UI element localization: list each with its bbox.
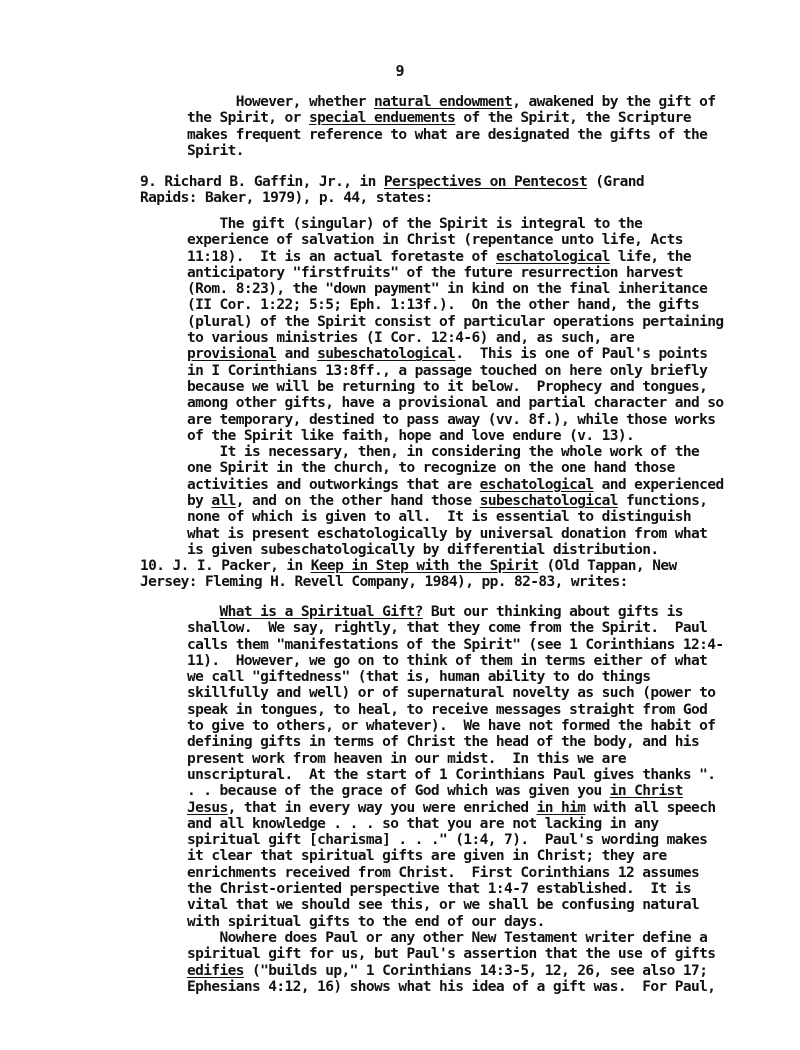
text-line: Rapids: Baker, 1979), p. 44, states: [140,190,433,207]
text-line: anticipatory "firstfruits" of the future resurrection harvest [187,264,683,281]
section-heading: What is a Spiritual Gift? [219,604,423,620]
text-line: spiritual gift for us, but Paul's assertion that the use of gifts [187,946,716,963]
text-line: calls them "manifestations of the Spirit" (see 1 Corinthians 12:4- [187,636,724,653]
text-line: speak in tongues, to heal, to receive messages straight from God [187,701,708,718]
text-run: activities and outworkings that are [187,476,480,493]
text-line: to various ministries (I Cor. 12:4-6) and, as such, are [187,330,635,347]
underlined-term: subeschatological [317,346,456,363]
underlined-term: in him [536,799,586,816]
text-line: (II Cor. 1:22; 5:5; Eph. 1:13f.). On the other hand, the gifts [187,297,700,314]
text-line: vital that we should see this, or we shall be confusing natural [187,897,700,914]
gaffin-quotation [187,216,724,558]
text-run: by [187,493,212,510]
text-line: The gift (singular) of the Spirit is integral to the [187,216,643,232]
text-line: (Rom. 8:23), the "down payment" in kind on the final inheritance [187,281,708,298]
text-run: with all speech [585,799,716,816]
underlined-term: provisional [187,346,277,363]
text-run: life, the [609,248,692,265]
book-title: Keep in Step with the Spirit [310,558,539,574]
underlined-term: natural endowment [373,94,513,110]
text-line: among other gifts, have a provisional and partial character and so [187,395,724,412]
footnote-9 [140,174,644,207]
text-line: Nowhere does Paul or any other New Testament writer define a [187,929,708,946]
text-run: , that in every way you were enriched [227,799,537,816]
book-title: Perspectives on Pentecost [383,174,588,190]
text-line: Jersey: Fleming H. Revell Company, 1984), pp. 82-83, writes: [140,574,628,591]
underlined-term: edifies [187,962,244,979]
text-line: we call "giftedness" (that is, human ability to do things [187,669,651,686]
page-number: 9 [395,62,405,80]
text-line: what is present eschatologically by universal donation from what [187,525,708,542]
text-run: 9. Richard B. Gaffin, Jr., in [140,174,384,190]
text-line: 11). However, we go on to think of them in terms either of what [187,652,708,669]
text-line: Spirit. [187,142,244,159]
text-run: (Old Tappan, New [538,558,677,574]
footnote-10 [140,558,677,591]
text-line: It is necessary, then, in considering the whole work of the [187,444,700,461]
text-run: , and on the other hand those [235,493,480,510]
text-line: the Christ-oriented perspective that 1:4-7 established. It is [187,881,692,898]
text-run: functions, [617,493,708,510]
text-line: enrichments received from Christ. First Corinthians 12 assumes [187,864,700,881]
text-run: 10. J. I. Packer, in [140,558,311,574]
text-run: 11:18). It is an actual foretaste of [187,248,496,265]
text-line: of the Spirit like faith, hope and love endure (v. 13). [187,427,635,444]
text-run: . This is one of Paul's points [455,346,708,363]
underlined-term: all [211,493,236,510]
packer-quotation [187,604,724,995]
intro-paragraph [187,94,715,159]
text-line: and all knowledge . . . so that you are not lacking in any [187,815,659,832]
text-run: and experienced [593,476,724,493]
underlined-term: Jesus [187,799,228,816]
underlined-term: in Christ [609,783,683,800]
text-run: (Grand [587,174,645,190]
text-line: unscriptural. At the start of 1 Corinthians Paul gives thanks ". [187,766,716,783]
text-line: defining gifts in terms of Christ the head of the body, and his [187,734,700,751]
text-line: one Spirit in the church, to recognize on the one hand those [187,460,675,477]
text-run: . . because of the grace of God which was given you [187,783,610,800]
text-run: However, whether [187,94,374,110]
text-line: because we will be returning to it below. Prophecy and tongues, [187,378,708,395]
text-line: it clear that spiritual gifts are given in Christ; they are [187,848,667,865]
text-line: with spiritual gifts to the end of our days. [187,913,545,930]
text-line: (plural) of the Spirit consist of particular operations pertaining [187,313,724,330]
text-line: experience of salvation in Christ (repentance unto life, Acts [187,232,683,249]
text-line: skillfully and well) or of supernatural novelty as such (power to [187,685,716,702]
text-line: are temporary, destined to pass away (vv. 8f.), while those works [187,411,716,428]
text-run: ("builds up," 1 Corinthians 14:3-5, 12, 26, see also 17; [243,962,708,979]
text-line: shallow. We say, rightly, that they come from the Spirit. Paul [187,620,708,637]
text-run: But our thinking about gifts is [422,604,683,620]
underlined-term: eschatological [479,476,594,493]
text-line: none of which is given to all. It is essential to distinguish [187,509,692,526]
text-run: , awakened by the gift of [512,94,716,110]
text-line: is given subeschatologically by differential distribution. [187,541,659,558]
text-line: makes frequent reference to what are designated the gifts of the [187,126,708,143]
text-run: and [276,346,318,363]
underlined-term: subeschatological [479,493,618,510]
underlined-term: special enduements [308,110,456,127]
text-line: present work from heaven in our midst. In this we are [187,750,627,767]
text-line: spiritual gift [charisma] . . ." (1:4, 7). Paul's wording makes [187,832,708,849]
text-run [187,604,220,620]
underlined-term: eschatological [495,248,610,265]
text-line: Ephesians 4:12, 16) shows what his idea of a gift was. For Paul, [187,978,716,995]
text-run: of the Spirit, the Scripture [455,110,692,127]
text-line: to give to others, or whatever). We have not formed the habit of [187,718,716,735]
text-line: in I Corinthians 13:8ff., a passage touched on here only briefly [187,362,708,379]
text-run: the Spirit, or [187,110,309,127]
